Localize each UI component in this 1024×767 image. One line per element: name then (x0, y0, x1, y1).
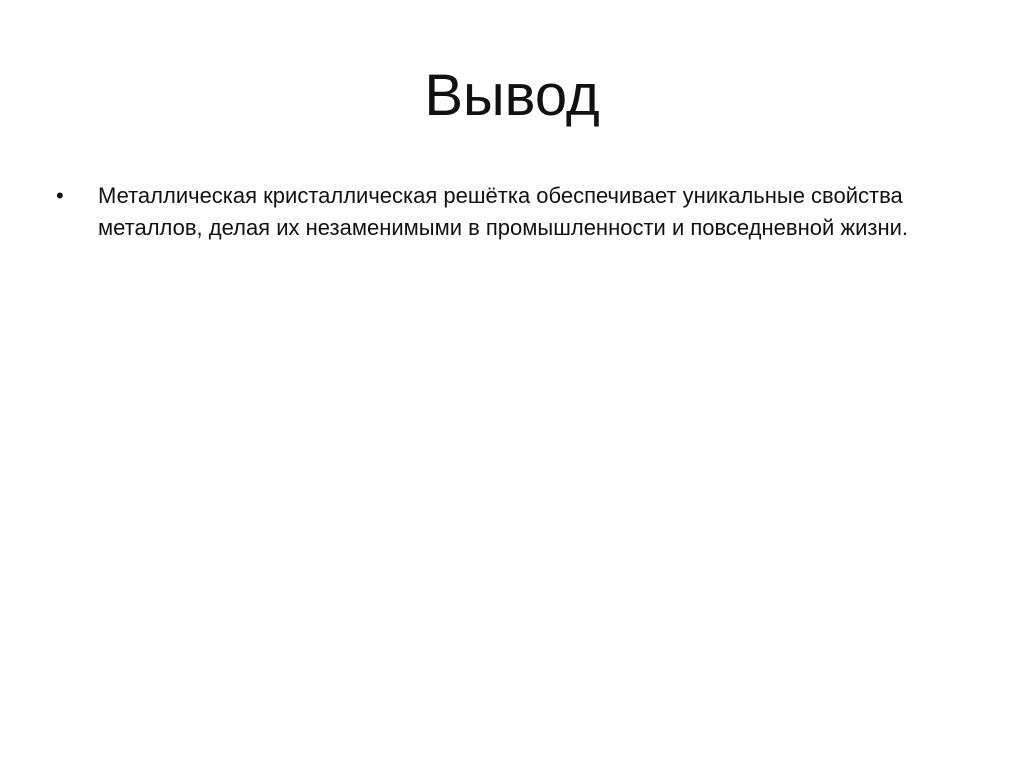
bullet-marker: • (56, 183, 64, 208)
bullet-item (52, 180, 972, 244)
slide-title: Вывод (424, 63, 600, 128)
bullet-list (52, 180, 972, 244)
bullet-text: Металлическая кристаллическая решётка обеспечивает уникальные свойства металлов, делая их незаменимыми в промышленности и повседневной жизни. (98, 183, 909, 240)
